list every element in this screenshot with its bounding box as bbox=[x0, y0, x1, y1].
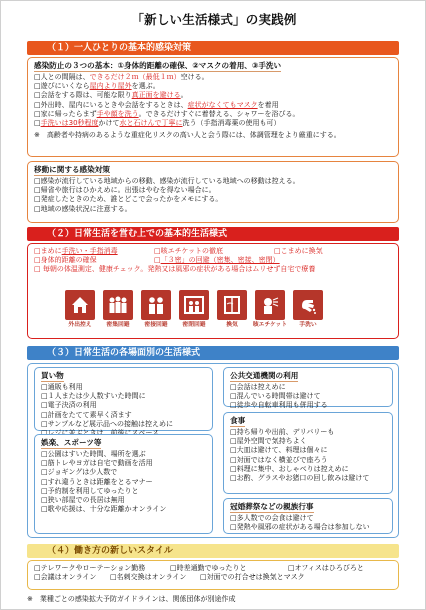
pictogram-stay-home bbox=[63, 290, 97, 334]
shopping-item: □サンプルなど展示品への接触は控えめに bbox=[41, 419, 173, 428]
dining-item: □対面ではなく横並びで座ろう bbox=[230, 455, 328, 464]
pictogram-label: 密接回避 bbox=[144, 322, 168, 328]
dining-item: □お酌、グラスやお猪口の回し飲みは避けて bbox=[230, 474, 370, 483]
entertainment-item: □筋トレやヨガは自宅で動画を活用 bbox=[41, 459, 153, 468]
shopping-box bbox=[34, 367, 213, 431]
basic-measures-title: 感染防止の３つの基本：①身体的距離の確保、②マスクの着用、③手洗い bbox=[34, 61, 281, 72]
dining-item: □料理に集中、おしゃべりは控えめに bbox=[230, 464, 349, 473]
dining-item: □大皿は避けて、料理は個々に bbox=[230, 446, 328, 455]
work-row-2: □会議はオンライン □名刺交換はオンライン □対面での打合せは換気とマスク bbox=[34, 573, 305, 582]
pictogram-avoid-crowds bbox=[101, 290, 135, 334]
basic-measures-box bbox=[27, 57, 399, 157]
dining-item: □持ち帰りや出前、デリバリーも bbox=[230, 428, 335, 437]
closed-room-icon bbox=[179, 290, 209, 320]
shopping-item: □通販も利用 bbox=[41, 383, 83, 392]
shopping-item: □１人または少人数すいた時間に bbox=[41, 392, 146, 401]
pictogram-label: 換気 bbox=[226, 322, 238, 328]
entertainment-item: □予約制を利用してゆったりと bbox=[41, 486, 139, 495]
movement-box bbox=[27, 161, 399, 223]
entertainment-item: □すれ違うときは距離をとるマナー bbox=[41, 477, 153, 486]
pictogram-hand-washing bbox=[291, 290, 325, 334]
movement-item: □感染が流行している地域からの移動、感染が流行している地域への移動は控える。 bbox=[34, 177, 300, 186]
basic-item-face: □会話をする際は、可能な限り真正面を避ける。 bbox=[34, 91, 188, 100]
dining-item: □屋外空間で気持ちよく bbox=[230, 437, 307, 446]
daily-row-2: □身体的距離の確保 □「３密」の回避（密集、密接、密閉） bbox=[34, 256, 280, 265]
entertainment-title: 娯楽、スポーツ等 bbox=[41, 438, 101, 449]
shopping-item: □電子決済の利用 bbox=[41, 401, 97, 410]
movement-item: □発症したときのため、誰とどこで会ったかをメモにする。 bbox=[34, 195, 223, 204]
basic-item-distance: □人との間隔は、できるだけ２ｍ（最低１ｍ）空ける。 bbox=[34, 73, 209, 82]
basic-item-outdoor: □遊びにいくなら屋内より屋外を選ぶ。 bbox=[34, 82, 160, 91]
shopping-item: □計画をたてて素早く済ます bbox=[41, 410, 132, 419]
footer-note: ※ 業種ごとの感染拡大予防ガイドラインは、関係団体が別途作成 bbox=[27, 595, 236, 603]
hand-wash-icon bbox=[293, 290, 323, 320]
section-4-header: （４）働き方の新しいスタイル bbox=[27, 544, 399, 558]
ceremony-box bbox=[223, 498, 393, 534]
page-title: 「新しい生活様式」の実践例 bbox=[131, 12, 297, 27]
transit-item: □会話は控えめに bbox=[230, 383, 286, 392]
pictogram-cough-etiquette bbox=[253, 290, 287, 334]
transit-item: □混んでいる時間帯は避けて bbox=[230, 392, 321, 401]
dining-title: 食事 bbox=[230, 416, 245, 427]
basic-note: ※ 高齢者や持病のあるような重症化リスクの高い人と会う際には、体調管理をより厳重にする。 bbox=[34, 131, 341, 140]
ceremony-item: □発熱や風邪の症状がある場合は参加しない bbox=[230, 523, 370, 532]
pictogram-label: 手洗い bbox=[299, 322, 317, 328]
pictogram-avoid-closed-spaces bbox=[177, 290, 211, 334]
ceremony-title: 冠婚葬祭などの親族行事 bbox=[230, 502, 314, 513]
section-3-header: （３）日常生活の各場面別の生活様式 bbox=[27, 346, 399, 360]
transit-box bbox=[223, 367, 393, 410]
cough-icon bbox=[255, 290, 285, 320]
basic-item-mask: □外出時、屋内にいるときや会話をするときは、症状がなくてもマスクを着用 bbox=[34, 100, 279, 109]
window-icon bbox=[217, 290, 247, 320]
entertainment-item: □ジョギングは少人数で bbox=[41, 468, 118, 477]
basic-item-wash: □家に帰ったらまず手や顔を洗う。できるだけすぐに着替える、シャワーを浴びる。 bbox=[34, 109, 300, 118]
movement-item: □帰省や旅行はひかえめに。出張はやむを得ない場合に。 bbox=[34, 186, 216, 195]
transit-item: □徒歩や自転車利用も併用する bbox=[230, 401, 328, 410]
work-row-1: □テレワークやローテーション勤務 □時差通勤でゆったりと □オフィスはひろびろと bbox=[34, 564, 364, 572]
pictogram-avoid-close-contact bbox=[139, 290, 173, 334]
movement-title: 移動に関する感染対策 bbox=[34, 165, 110, 176]
pictogram-row bbox=[63, 290, 373, 334]
crowd-icon bbox=[103, 290, 133, 320]
entertainment-item: □狭い部屋での長居は無用 bbox=[41, 496, 125, 505]
house-icon bbox=[65, 290, 95, 320]
work-style-box bbox=[27, 560, 399, 590]
dining-box bbox=[223, 412, 393, 494]
close-contact-icon bbox=[141, 290, 171, 320]
pictogram-ventilation bbox=[215, 290, 249, 334]
basic-item-handwash: □手洗いは30秒程度かけて水と石けんで丁寧に洗う（手指消毒薬の使用も可） bbox=[34, 119, 281, 128]
entertainment-box bbox=[34, 434, 213, 534]
transit-title: 公共交通機関の利用 bbox=[230, 371, 298, 382]
daily-row-1: □まめに手洗い・手指消毒 □咳エチケットの徹底 □こまめに換気 bbox=[34, 247, 323, 255]
pictogram-label: 密閉回避 bbox=[182, 322, 206, 328]
shopping-title: 買い物 bbox=[41, 371, 64, 382]
pictogram-label: 密集回避 bbox=[106, 322, 130, 328]
section-2-header: （２）日常生活を営む上での基本的生活様式 bbox=[27, 227, 399, 241]
pictogram-label: 外出控え bbox=[68, 322, 92, 328]
entertainment-item: □歌や応援は、十分な距離かオンライン bbox=[41, 505, 167, 514]
pictogram-label: 咳エチケット bbox=[252, 322, 288, 328]
daily-row-3: □ 毎朝の体温測定、健康チェック。発熱又は風邪の症状がある場合はムリせず自宅で療養 bbox=[34, 265, 316, 274]
section-1-header: （１）一人ひとりの基本的感染対策 bbox=[27, 41, 399, 55]
entertainment-item: □公園はすいた時間、場所を選ぶ bbox=[41, 450, 146, 459]
movement-item: □地域の感染状況に注意する。 bbox=[34, 204, 132, 213]
ceremony-item: □多人数での会食は避けて bbox=[230, 514, 314, 523]
